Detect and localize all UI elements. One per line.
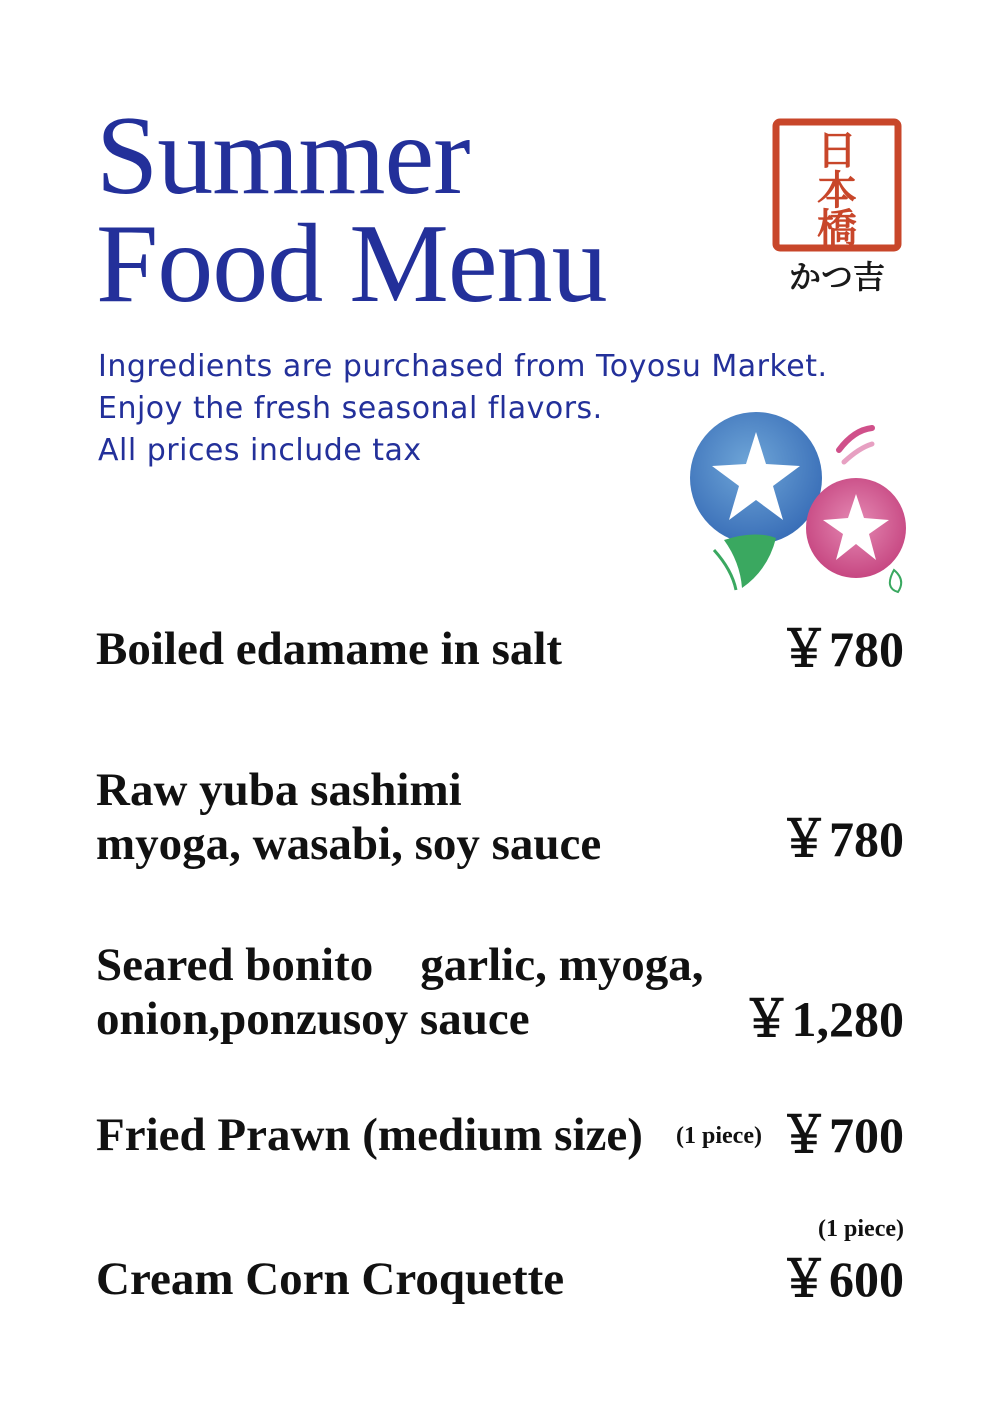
menu-item-price: ￥1,280 [741, 991, 904, 1047]
menu-item-name [96, 1108, 643, 1162]
menu-item-price: ￥780 [779, 811, 904, 867]
intro-line-1: Ingredients are purchased from Toyosu Market. [98, 349, 828, 384]
intro-line-3: All prices include tax [98, 433, 422, 468]
piece-count-note: (1 piece) [818, 1216, 904, 1242]
restaurant-seal-logo [772, 118, 902, 293]
menu-title-line-2: Food Menu [96, 202, 607, 326]
menu-item-name [96, 622, 562, 676]
intro-line-2: Enjoy the fresh seasonal flavors. [98, 391, 603, 426]
menu-title-line-1: Summer [96, 94, 470, 218]
menu-item-price: ￥780 [779, 621, 904, 677]
morning-glory-flowers-icon [684, 410, 912, 600]
item-name-line: Boiled edamame in salt [96, 623, 563, 675]
menu-item-name [96, 938, 704, 1046]
svg-text:日: 日 [817, 128, 857, 174]
item-name-line: onion,ponzusoy sauce [96, 993, 530, 1045]
menu-item-price: ￥600 [779, 1251, 904, 1307]
item-name-line: Raw yuba sashimi [96, 764, 462, 816]
menu-item-name [96, 763, 601, 871]
menu-item-name [96, 1252, 564, 1306]
svg-text:本: 本 [817, 168, 857, 214]
menu-item-price: ￥700 [779, 1107, 904, 1163]
piece-count-note: (1 piece) [676, 1123, 762, 1149]
svg-text:かつ吉: かつ吉 [788, 258, 886, 293]
item-name-line: myoga, wasabi, soy sauce [96, 818, 602, 870]
item-name-line: Seared bonito garlic, myoga, [96, 939, 704, 991]
svg-text:橋: 橋 [817, 206, 857, 252]
menu-title [96, 94, 607, 326]
item-name-line: Cream Corn Croquette [96, 1253, 565, 1305]
item-name-line: Fried Prawn (medium size) [96, 1109, 643, 1161]
